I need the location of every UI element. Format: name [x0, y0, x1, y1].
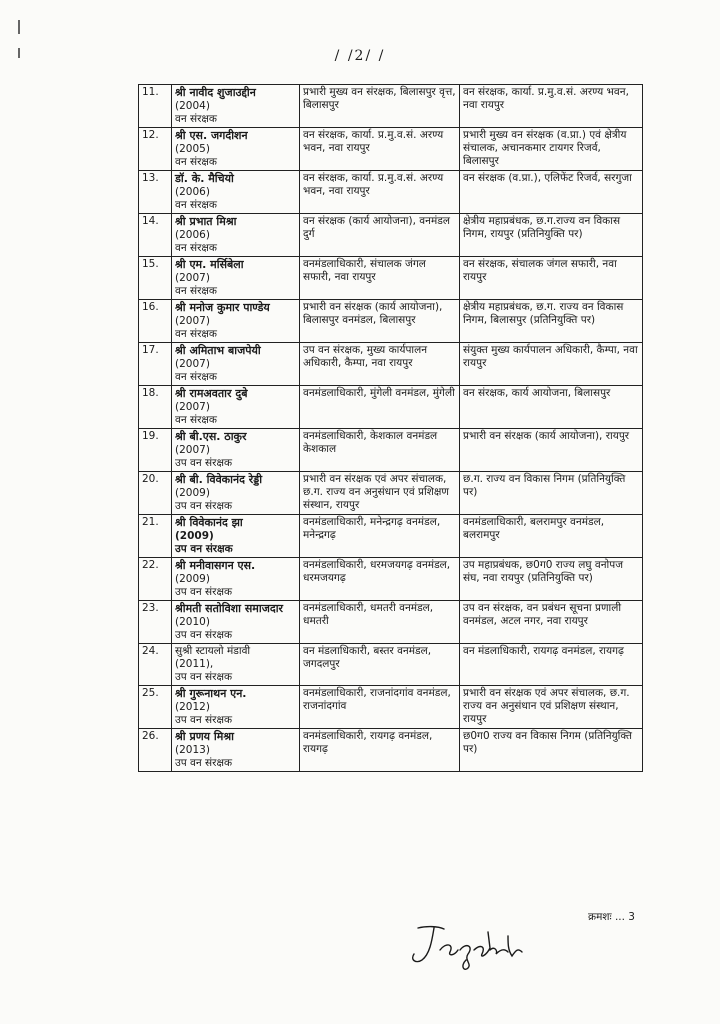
batch-year: (2006) [175, 186, 210, 198]
new-posting: प्रभारी वन संरक्षक (कार्य आयोजना), रायपुर [460, 429, 643, 472]
officer-cell [172, 644, 300, 686]
serial-number: 11. [139, 85, 172, 128]
officer-rank: वन संरक्षक [175, 156, 217, 168]
batch-year: (2007) [175, 272, 210, 284]
new-posting: क्षेत्रीय महाप्रबंधक, छ.ग. राज्य वन विकास निगम, बिलासपुर (प्रतिनियुक्ति पर) [460, 300, 643, 343]
officer-rank: उप वन संरक्षक [175, 714, 233, 726]
table-row [139, 686, 643, 729]
batch-year: (2006) [175, 229, 210, 241]
officer-name: श्री बी.एस. ठाकुर [175, 430, 247, 443]
new-posting: उप महाप्रबंधक, छ0ग0 राज्य लघु वनोपज संघ, नवा रायपुर (प्रतिनियुक्ति पर) [460, 558, 643, 601]
officer-cell [172, 601, 300, 644]
officer-rank: उप वन संरक्षक [175, 500, 233, 512]
margin-mark [18, 20, 20, 34]
page-number: / /2/ / [334, 48, 386, 64]
serial-number: 19. [139, 429, 172, 472]
new-posting: संयुक्त मुख्य कार्यपालन अधिकारी, कैम्पा, नवा रायपुर [460, 343, 643, 386]
serial-number: 12. [139, 128, 172, 171]
table-row [139, 386, 643, 429]
officer-name: श्री विवेकानंद झा [175, 516, 243, 529]
batch-year: (2009) [175, 487, 210, 499]
table-row [139, 257, 643, 300]
officer-cell [172, 128, 300, 171]
officer-rank: उप वन संरक्षक [175, 457, 233, 469]
current-posting: प्रभारी वन संरक्षक एवं अपर संचालक, छ.ग. राज्य वन अनुसंधान एवं प्रशिक्षण संस्थान, रायपुर [300, 472, 460, 515]
table-row [139, 429, 643, 472]
table-row [139, 300, 643, 343]
officer-rank: उप वन संरक्षक [175, 586, 233, 598]
table-row [139, 729, 643, 772]
table-row [139, 601, 643, 644]
table-row [139, 343, 643, 386]
current-posting: प्रभारी मुख्य वन संरक्षक, बिलासपुर वृत्त, बिलासपुर [300, 85, 460, 128]
batch-year: (2007) [175, 358, 210, 370]
officer-cell [172, 429, 300, 472]
new-posting: वन संरक्षक (व.प्रा.), एलिफेंट रिजर्व, सरगुजा [460, 171, 643, 214]
current-posting: वनमंडलाधिकारी, रायगढ़ वनमंडल, रायगढ़ [300, 729, 460, 772]
new-posting: वनमंडलाधिकारी, बलरामपुर वनमंडल, बलरामपुर [460, 515, 643, 558]
signature [404, 920, 524, 972]
table-row [139, 171, 643, 214]
officer-cell [172, 472, 300, 515]
table-row [139, 85, 643, 128]
officer-cell [172, 257, 300, 300]
current-posting: वनमंडलाधिकारी, मुंगेली वनमंडल, मुंगेली [300, 386, 460, 429]
table-row [139, 558, 643, 601]
serial-number: 20. [139, 472, 172, 515]
officer-name: सुश्री स्टायलो मंडावी [175, 645, 251, 657]
serial-number: 18. [139, 386, 172, 429]
batch-year: (2007) [175, 401, 210, 413]
new-posting: वन संरक्षक, संचालक जंगल सफारी, नवा रायपुर [460, 257, 643, 300]
officer-name: श्री एस. जगदीशन [175, 129, 248, 142]
new-posting: उप वन संरक्षक, वन प्रबंधन सूचना प्रणाली वनमंडल, अटल नगर, नवा रायपुर [460, 601, 643, 644]
serial-number: 26. [139, 729, 172, 772]
serial-number: 17. [139, 343, 172, 386]
table-row [139, 128, 643, 171]
new-posting: वन संरक्षक, कार्या. प्र.मु.व.सं. अरण्य भवन, नवा रायपुर [460, 85, 643, 128]
officer-cell [172, 386, 300, 429]
batch-year: (2012) [175, 701, 210, 713]
batch-year: (2007) [175, 315, 210, 327]
new-posting: क्षेत्रीय महाप्रबंधक, छ.ग.राज्य वन विकास निगम, रायपुर (प्रतिनियुक्ति पर) [460, 214, 643, 257]
table-row [139, 472, 643, 515]
new-posting: छ0ग0 राज्य वन विकास निगम (प्रतिनियुक्ति पर) [460, 729, 643, 772]
current-posting: वन संरक्षक, कार्या. प्र.मु.व.सं. अरण्य भवन, नवा रायपुर [300, 128, 460, 171]
officer-cell [172, 85, 300, 128]
posting-table [138, 84, 643, 772]
new-posting: वन संरक्षक, कार्य आयोजना, बिलासपुर [460, 386, 643, 429]
serial-number: 15. [139, 257, 172, 300]
officer-rank: वन संरक्षक [175, 414, 217, 426]
new-posting: प्रभारी वन संरक्षक एवं अपर संचालक, छ.ग. राज्य वन अनुसंधान एवं प्रशिक्षण संस्थान, रायपुर [460, 686, 643, 729]
current-posting: उप वन संरक्षक, मुख्य कार्यपालन अधिकारी, कैम्पा, नवा रायपुर [300, 343, 460, 386]
serial-number: 23. [139, 601, 172, 644]
current-posting: वनमंडलाधिकारी, संचालक जंगल सफारी, नवा रायपुर [300, 257, 460, 300]
officer-rank: उप वन संरक्षक [175, 629, 233, 641]
officer-name: डॉ. के. मैचियो [175, 172, 234, 185]
current-posting: वन मंडलाधिकारी, बस्तर वनमंडल, जगदलपुर [300, 644, 460, 686]
officer-rank: उप वन संरक्षक [175, 543, 233, 555]
officer-cell [172, 515, 300, 558]
officer-cell [172, 214, 300, 257]
table-row [139, 214, 643, 257]
officer-rank: वन संरक्षक [175, 113, 217, 125]
officer-cell [172, 171, 300, 214]
serial-number: 13. [139, 171, 172, 214]
officer-name: श्री रामअवतार दुबे [175, 387, 248, 400]
batch-year: (2010) [175, 616, 210, 628]
officer-rank: वन संरक्षक [175, 371, 217, 383]
officer-rank: उप वन संरक्षक [175, 671, 233, 683]
serial-number: 22. [139, 558, 172, 601]
officer-name: श्री नावीद शुजाउद्दीन [175, 86, 256, 99]
officer-name: श्री गुरूनाथन एन. [175, 687, 247, 700]
officer-name: श्री प्रभात मिश्रा [175, 215, 237, 228]
batch-year: (2013) [175, 744, 210, 756]
serial-number: 16. [139, 300, 172, 343]
batch-year: (2011), [175, 658, 214, 670]
batch-year: (2009) [175, 573, 210, 585]
serial-number: 21. [139, 515, 172, 558]
serial-number: 24. [139, 644, 172, 686]
current-posting: वनमंडलाधिकारी, मनेन्द्रगढ़ वनमंडल, मनेन्द्रगढ़ [300, 515, 460, 558]
officer-name: श्री बी. विवेकानंद रेड्डी [175, 473, 263, 486]
officer-name: श्री अमिताभ बाजपेयी [175, 344, 261, 357]
current-posting: वनमंडलाधिकारी, केशकाल वनमंडल केशकाल [300, 429, 460, 472]
current-posting: वनमंडलाधिकारी, राजनांदगांव वनमंडल, राजनांदगांव [300, 686, 460, 729]
officer-name: श्री एम. मर्सिबेला [175, 258, 244, 271]
current-posting: प्रभारी वन संरक्षक (कार्य आयोजना), बिलासपुर वनमंडल, बिलासपुर [300, 300, 460, 343]
officer-rank: वन संरक्षक [175, 285, 217, 297]
officer-name: श्रीमती सतोविशा समाजदार [175, 602, 284, 615]
officer-name: श्री मनोज कुमार पाण्डेय [175, 301, 270, 314]
current-posting: वनमंडलाधिकारी, धरमजयगढ़ वनमंडल, धरमजयगढ़ [300, 558, 460, 601]
batch-year: (2007) [175, 444, 210, 456]
officer-rank: उप वन संरक्षक [175, 757, 233, 769]
officer-rank: वन संरक्षक [175, 242, 217, 254]
new-posting: वन मंडलाधिकारी, रायगढ़ वनमंडल, रायगढ़ [460, 644, 643, 686]
current-posting: वनमंडलाधिकारी, धमतरी वनमंडल, धमतरी [300, 601, 460, 644]
batch-year: (2009) [175, 530, 214, 542]
officer-cell [172, 558, 300, 601]
posting-table-body [139, 85, 643, 772]
officer-cell [172, 343, 300, 386]
serial-number: 14. [139, 214, 172, 257]
current-posting: वन संरक्षक, कार्या. प्र.मु.व.सं. अरण्य भवन, नवा रायपुर [300, 171, 460, 214]
table-row [139, 515, 643, 558]
officer-rank: वन संरक्षक [175, 328, 217, 340]
officer-cell [172, 686, 300, 729]
table-row [139, 644, 643, 686]
officer-name: श्री प्रणय मिश्रा [175, 730, 234, 743]
officer-name: श्री मनीवासगन एस. [175, 559, 256, 572]
current-posting: वन संरक्षक (कार्य आयोजना), वनमंडल दुर्ग [300, 214, 460, 257]
officer-cell [172, 300, 300, 343]
serial-number: 25. [139, 686, 172, 729]
batch-year: (2004) [175, 100, 210, 112]
batch-year: (2005) [175, 143, 210, 155]
officer-cell [172, 729, 300, 772]
continued-note: क्रमशः ... 3 [588, 911, 635, 923]
officer-rank: वन संरक्षक [175, 199, 217, 211]
new-posting: छ.ग. राज्य वन विकास निगम (प्रतिनियुक्ति पर) [460, 472, 643, 515]
new-posting: प्रभारी मुख्य वन संरक्षक (व.प्रा.) एवं क्षेत्रीय संचालक, अचानकमार टायगर रिजर्व, बिलासपुर [460, 128, 643, 171]
